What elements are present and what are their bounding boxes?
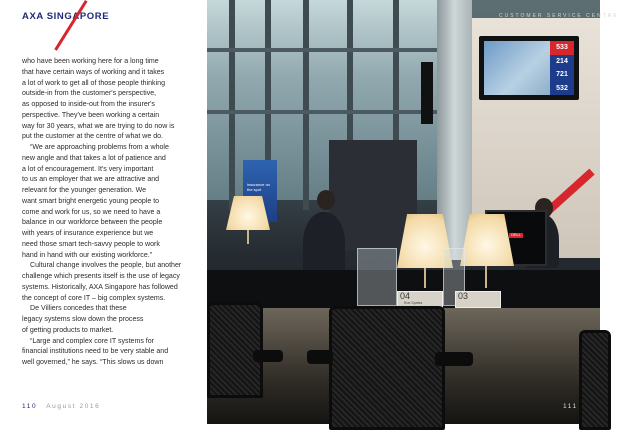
section-header: AXA SINGAPORE	[22, 11, 110, 22]
staff-member	[303, 212, 345, 276]
brochure-stand	[357, 248, 397, 306]
article-line: “We are approaching problems from a whole	[30, 144, 169, 151]
side-display	[421, 62, 433, 124]
article-line: perspective. They've been working a certain	[22, 111, 160, 119]
article-line: De Villiers concedes that these	[30, 305, 127, 313]
article-line: need those smart tech-savvy people to work	[22, 240, 160, 248]
chair-arm	[307, 350, 333, 364]
article-line: way for 30 years, what we are trying to do now is	[22, 122, 175, 130]
article-body	[22, 57, 206, 369]
queue-number: 214	[556, 57, 568, 65]
article-line: as opposed to inside-out from the insurer's	[22, 101, 155, 108]
text-page	[0, 0, 207, 424]
queue-number: 532	[556, 84, 568, 92]
article-line: systems. Historically, AXA Singapore has followed	[22, 283, 178, 291]
folio-left	[22, 403, 100, 410]
article-line: outside-in from the customer's perspective,	[22, 90, 157, 98]
red-slash-accent	[54, 0, 87, 51]
article-line: hand in hand with our existing workforce.”	[22, 251, 153, 259]
article-line: well governed,” he says. “This slows us down	[22, 359, 164, 366]
article-line: relevant for the younger generation. We	[22, 187, 147, 194]
staff-head	[317, 190, 335, 210]
article-line: financial institutions need to be very stable and	[22, 348, 169, 356]
article-line: want smart bright energetic young people to	[22, 197, 160, 205]
article-line: put the customer at the centre of what we do.	[22, 133, 164, 141]
article-line: come and work for us, so we need to have a	[22, 208, 161, 216]
article-line: the concept of core IT – big complex systems.	[22, 294, 166, 302]
chair-arm	[435, 352, 473, 366]
queue-display-screen	[484, 41, 574, 95]
page-number-left: 110	[22, 403, 38, 410]
monitor-logo: DELL	[509, 233, 523, 238]
counter-number: 03	[458, 291, 469, 301]
article-line: balance in our workforce between the people	[22, 219, 163, 227]
article-line: a lot of encouragement. It's very important	[22, 165, 154, 173]
page-number-right: 111	[563, 403, 578, 410]
counter-label: Roe Spates	[404, 301, 423, 305]
queue-number-panel	[550, 41, 574, 95]
article-line: with years of insurance experience but we	[22, 230, 154, 237]
window-mullion	[229, 0, 235, 210]
article-line: a lot of work to get all of those people thinking	[22, 79, 165, 87]
window-mullion	[303, 0, 309, 210]
article-line: challenge which presents itself is the use of legacy	[22, 273, 180, 280]
article-line: to us an employer that we are attractive and	[22, 176, 160, 184]
counter-number: 04	[400, 291, 411, 301]
issue-date: August 2016	[46, 403, 101, 410]
window-transom	[207, 48, 437, 52]
banner-text: insurance on the spot	[247, 182, 270, 192]
queue-display	[479, 36, 579, 100]
article-line: who have been working here for a long time	[22, 58, 159, 65]
article-line: that have certain ways of working and it takes	[22, 68, 165, 76]
article-line: legacy systems slow down the process	[22, 316, 144, 323]
chair	[579, 330, 611, 430]
branch-photo	[207, 0, 619, 424]
chair	[329, 306, 445, 430]
article-line: of getting products to market.	[22, 326, 114, 334]
queue-number: 721	[556, 71, 568, 78]
window-transom	[207, 110, 437, 114]
article-line: new angle and that takes a lot of patience and	[22, 154, 166, 162]
chair-arm	[253, 350, 283, 362]
wall-sign: CUSTOMER SERVICE CENTRE	[499, 13, 619, 19]
counter-plate	[455, 291, 501, 308]
article-line: Cultural change involves the people, but another	[30, 262, 182, 270]
article-line: “Large and complex core IT systems for	[30, 337, 155, 345]
queue-number: 533	[550, 41, 574, 55]
